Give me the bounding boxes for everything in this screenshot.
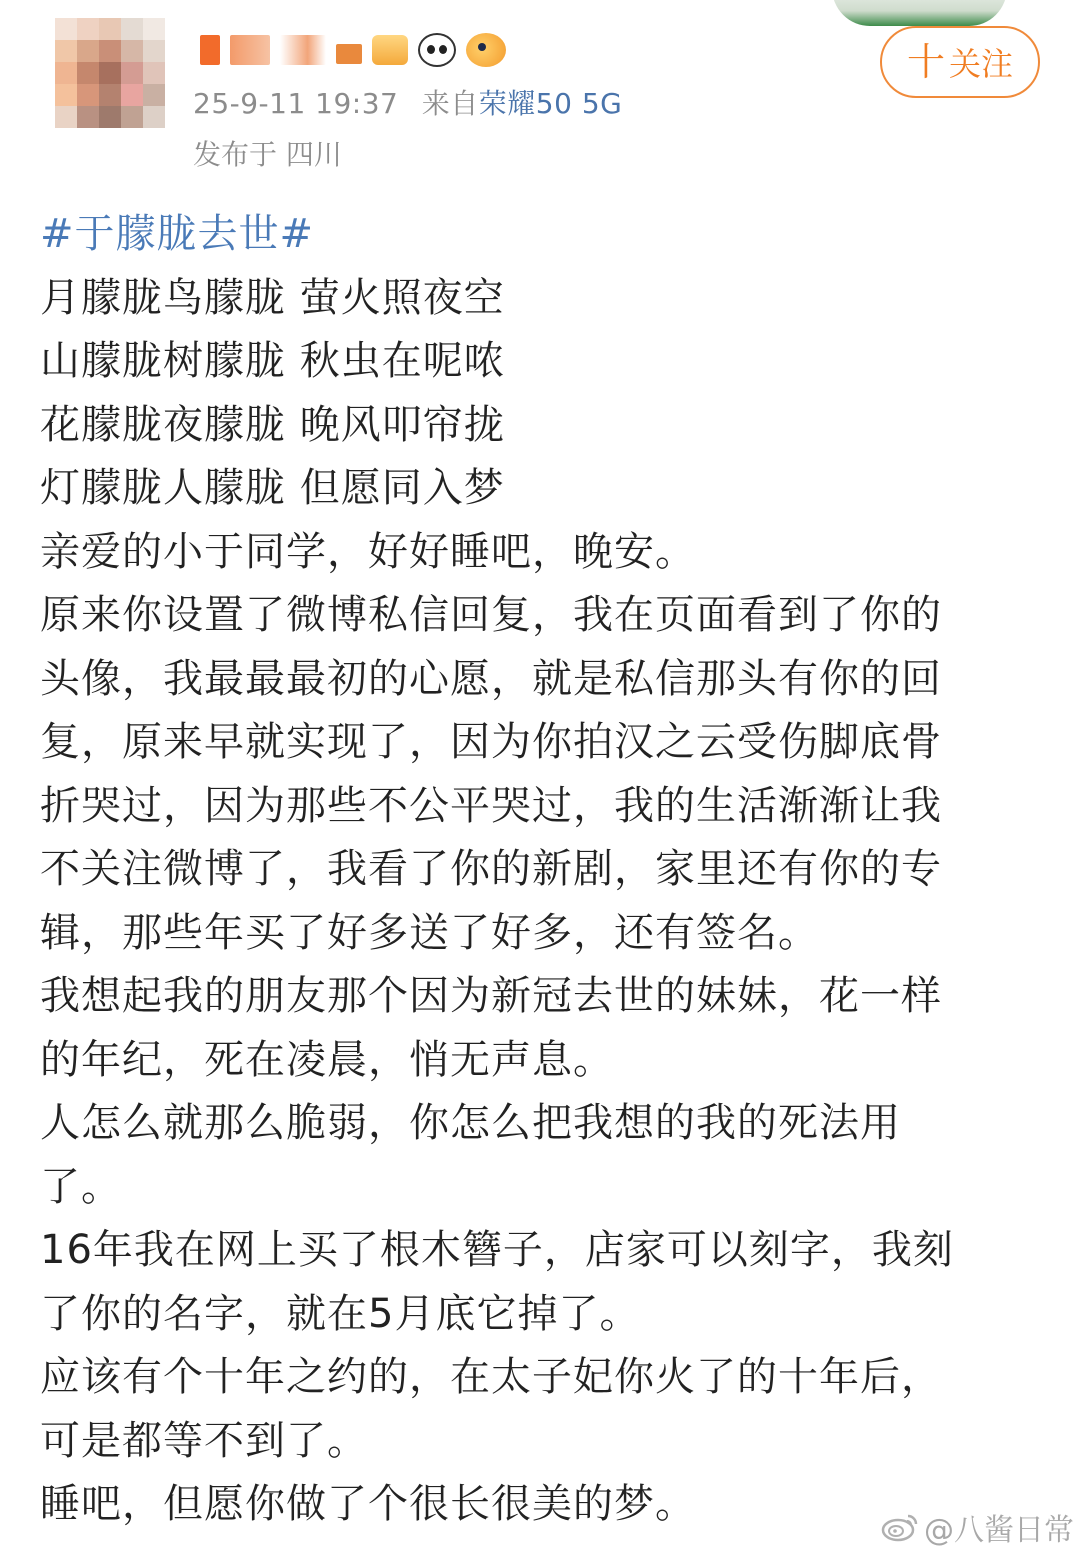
post-text-line: 亲爱的小于同学，好好睡吧，晚安。 xyxy=(40,528,696,575)
source-prefix: 来自 xyxy=(421,87,479,120)
avatar-pixel xyxy=(77,106,99,128)
watermark xyxy=(880,1505,1074,1549)
post-text-line: 人怎么就那么脆弱，你怎么把我想的我的死法用 xyxy=(40,1100,901,1146)
post-text-line: 折哭过，因为那些不公平哭过，我的生活渐渐让我 xyxy=(40,782,942,829)
username-blurred-2 xyxy=(230,35,270,65)
post-text-line: 原来你设置了微博私信回复，我在页面看到了你的 xyxy=(40,592,942,638)
avatar-pixel xyxy=(99,40,121,62)
post-text-line: 了你的名字，就在5月底它掉了。 xyxy=(40,1290,641,1337)
avatar-pixel xyxy=(55,40,77,62)
post-text-line: 头像，我最最最初的心愿，就是私信那头有你的回 xyxy=(40,655,942,702)
fish-badge-icon xyxy=(466,33,506,67)
post-text-line: 应该有个十年之约的，在太子妃你火了的十年后， xyxy=(40,1354,942,1400)
plus-icon: 十 xyxy=(906,40,945,84)
device-link[interactable]: 荣耀50 5G xyxy=(478,87,623,120)
post-text-line: 的年纪，死在凌晨，悄无声息。 xyxy=(40,1036,614,1083)
post-text-line: 我想起我的朋友那个因为新冠去世的妹妹，花一样 xyxy=(40,973,942,1019)
avatar-pixel xyxy=(143,84,165,106)
username-blurred-4 xyxy=(336,44,362,64)
avatar-pixel xyxy=(121,40,143,62)
watermark-text: @八酱日常 xyxy=(924,1513,1074,1548)
post-content xyxy=(40,203,1020,1537)
avatar-pixel xyxy=(99,18,121,40)
avatar-pixel xyxy=(55,84,77,106)
avatar-pixel xyxy=(121,62,143,84)
post-text-line: 辑，那些年买了好多送了好多，还有签名。 xyxy=(40,909,819,956)
corner-decoration xyxy=(832,0,1007,26)
post-text-line: 花朦胧夜朦胧 晚风叩帘拢 xyxy=(40,401,505,448)
avatar-pixel xyxy=(77,62,99,84)
post-text-line: 睡吧，但愿你做了个很长很美的梦。 xyxy=(40,1481,696,1527)
avatar-pixel xyxy=(77,40,99,62)
avatar-pixel xyxy=(121,84,143,106)
avatar[interactable] xyxy=(55,18,165,128)
panda-badge-icon xyxy=(418,33,456,67)
weibo-logo-icon xyxy=(880,1511,920,1543)
avatar-pixel xyxy=(99,106,121,128)
post-body xyxy=(40,267,1020,1537)
post-text-line: 月朦胧鸟朦胧 萤火照夜空 xyxy=(40,274,505,321)
post-text-line: 复，原来早就实现了，因为你拍汉之云受伤脚底骨 xyxy=(40,719,942,765)
avatar-pixel xyxy=(143,62,165,84)
post-text-line: 了。 xyxy=(40,1163,122,1210)
avatar-pixel xyxy=(121,106,143,128)
post-meta xyxy=(193,82,622,122)
avatar-pixel xyxy=(55,62,77,84)
avatar-pixel xyxy=(143,18,165,40)
post-text-line: 可是都等不到了。 xyxy=(40,1417,368,1464)
post-text-line: 16年我在网上买了根木簪子，店家可以刻字，我刻 xyxy=(40,1227,954,1273)
follow-label: 关注 xyxy=(949,45,1014,83)
avatar-pixel xyxy=(143,106,165,128)
avatar-pixel xyxy=(77,18,99,40)
post-timestamp: 25-9-11 19:37 xyxy=(193,87,399,120)
avatar-pixel xyxy=(77,84,99,106)
post-location: 发布于 四川 xyxy=(193,138,342,171)
avatar-pixel xyxy=(99,62,121,84)
username-blurred[interactable] xyxy=(200,35,220,65)
avatar-pixel xyxy=(99,84,121,106)
vip-badge-icon xyxy=(372,35,408,65)
avatar-pixel xyxy=(55,106,77,128)
post-text-line: 山朦胧树朦胧 秋虫在呢哝 xyxy=(40,338,505,384)
avatar-pixel xyxy=(121,18,143,40)
follow-button[interactable] xyxy=(880,26,1040,98)
avatar-pixel xyxy=(143,40,165,62)
username-row[interactable] xyxy=(200,30,506,70)
hashtag-link[interactable]: #于朦胧去世# xyxy=(40,211,315,257)
avatar-pixel xyxy=(55,18,77,40)
post-text-line: 不关注微博了，我看了你的新剧，家里还有你的专 xyxy=(40,846,942,892)
username-blurred-3 xyxy=(280,35,326,65)
post-text-line: 灯朦胧人朦胧 但愿同入梦 xyxy=(40,465,505,511)
